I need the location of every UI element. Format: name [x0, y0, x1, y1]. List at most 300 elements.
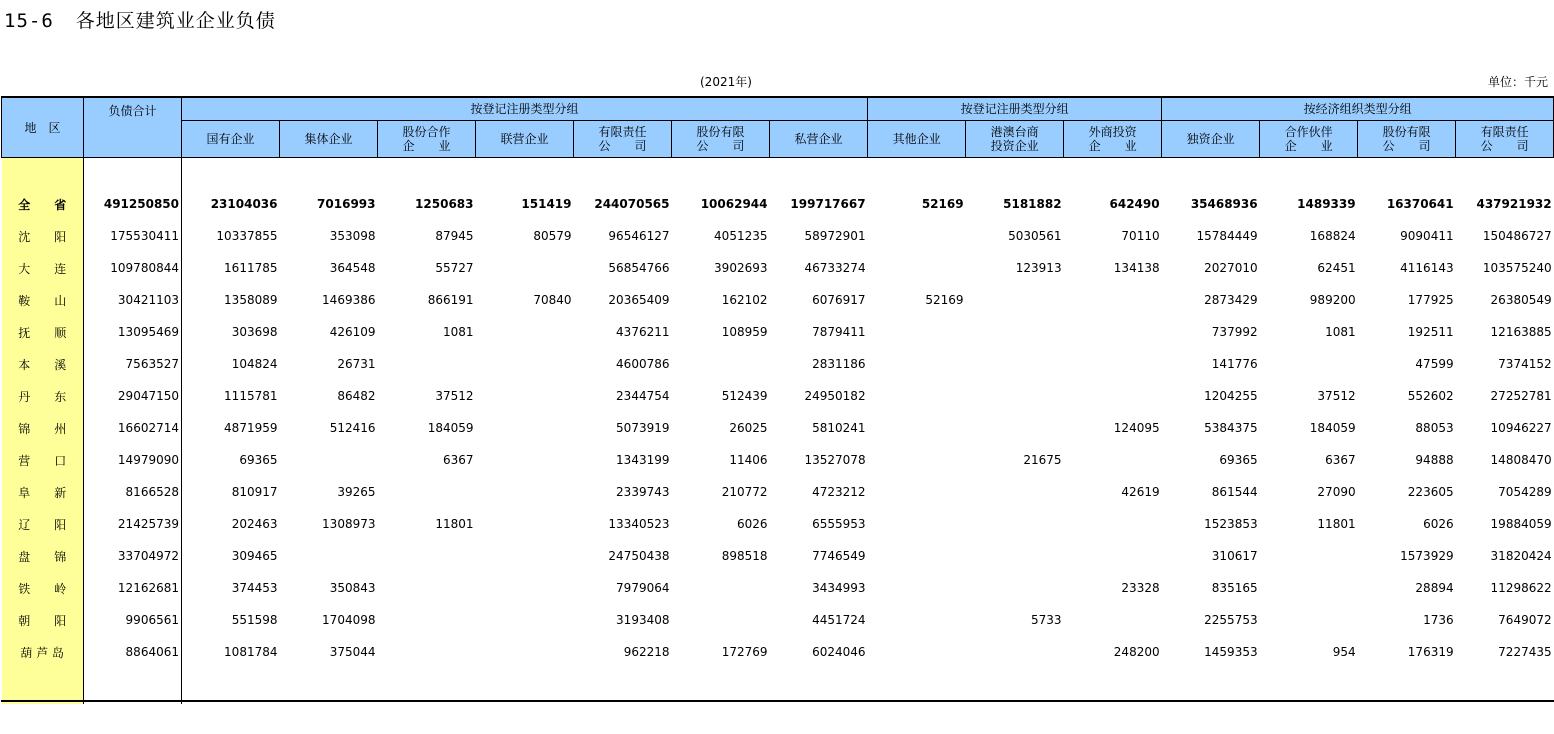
value-cell: 184059: [427, 421, 474, 435]
empty-cell: [868, 668, 966, 704]
header-col-label-line2: 企 业: [1088, 139, 1137, 153]
value-cell: 2873429: [1204, 293, 1258, 307]
value-cell: [966, 380, 1064, 412]
empty-cell: [1456, 668, 1554, 704]
value-cell: [966, 572, 1064, 604]
value-cell: 7374152: [1498, 357, 1552, 371]
table-row: [2, 508, 1554, 540]
value-cell: 11801: [1317, 517, 1356, 531]
region-name: 本 溪: [18, 357, 67, 372]
value-cell: 24750438: [608, 549, 670, 563]
header-col-9: [1064, 121, 1162, 158]
total-cell: 21425739: [84, 508, 182, 540]
empty-cell: [1162, 668, 1260, 704]
value-cell: 3902693: [714, 261, 768, 275]
region-name: 朝 阳: [18, 613, 67, 628]
value-cell: [672, 572, 770, 604]
region-name: 鞍 山: [18, 293, 67, 308]
empty-cell: [84, 668, 182, 704]
value-cell: [378, 636, 476, 668]
value-cell: 11298622: [1490, 581, 1552, 595]
value-cell: 5181882: [1003, 197, 1062, 211]
value-cell: [868, 636, 966, 668]
value-cell: 426109: [329, 325, 376, 339]
value-cell: 898518: [721, 549, 768, 563]
value-cell: 28894: [1415, 581, 1454, 595]
value-cell: [1260, 540, 1358, 572]
table-header: [2, 97, 1554, 158]
region-name: 辽 阳: [18, 517, 67, 532]
table-row: [2, 636, 1554, 668]
region-name: 抚 顺: [18, 325, 67, 340]
value-cell: [1260, 572, 1358, 604]
header-region: 地 区: [2, 97, 84, 158]
region-cell: [2, 604, 84, 636]
value-cell: 6555953: [812, 517, 866, 531]
value-cell: 1343199: [616, 453, 670, 467]
value-cell: 4600786: [616, 357, 670, 371]
value-cell: 3193408: [616, 613, 670, 627]
value-cell: 1611785: [224, 261, 278, 275]
total-cell: 16602714: [84, 412, 182, 444]
value-cell: 87945: [435, 229, 474, 243]
header-col-8: [966, 121, 1064, 158]
value-cell: [476, 348, 574, 380]
value-cell: 1573929: [1400, 549, 1454, 563]
filler-row: [2, 668, 1554, 704]
value-cell: 27252781: [1490, 389, 1552, 403]
value-cell: 104824: [231, 357, 278, 371]
value-cell: 962218: [623, 645, 670, 659]
value-cell: 7649072: [1498, 613, 1552, 627]
value-cell: 94888: [1415, 453, 1454, 467]
header-col-3: [476, 121, 574, 158]
value-cell: [868, 444, 966, 476]
header-col-label: 独资企业: [1186, 132, 1235, 146]
value-cell: [476, 444, 574, 476]
value-cell: [966, 508, 1064, 540]
value-cell: 2027010: [1204, 261, 1258, 275]
value-cell: 1459353: [1204, 645, 1258, 659]
header-col-label: 有限责任: [1480, 125, 1529, 139]
value-cell: 374453: [231, 581, 278, 595]
value-cell: [672, 348, 770, 380]
region-name: 全 省: [18, 197, 67, 212]
empty-cell: [182, 158, 280, 189]
value-cell: 642490: [1109, 197, 1160, 211]
header-col-12: [1358, 121, 1456, 158]
header-group-registration-1: 按登记注册类型分组: [182, 97, 868, 121]
value-cell: 954: [1332, 645, 1356, 659]
value-cell: 11801: [435, 517, 474, 531]
value-cell: 162102: [721, 293, 768, 307]
value-cell: [868, 220, 966, 252]
table-row: [2, 476, 1554, 508]
table-row: [2, 316, 1554, 348]
value-cell: 512439: [721, 389, 768, 403]
value-cell: [868, 604, 966, 636]
value-cell: 26731: [337, 357, 376, 371]
table-row: [2, 444, 1554, 476]
value-cell: 14808470: [1490, 453, 1552, 467]
value-cell: 52169: [925, 293, 964, 307]
value-cell: 2255753: [1204, 613, 1258, 627]
table-row: [2, 572, 1554, 604]
value-cell: 1736: [1423, 613, 1454, 627]
value-cell: 46733274: [804, 261, 866, 275]
value-cell: 5733: [1031, 613, 1062, 627]
value-cell: 4051235: [714, 229, 768, 243]
empty-cell: [966, 158, 1064, 189]
empty-cell: [574, 158, 672, 189]
table-row: [2, 284, 1554, 316]
value-cell: [1064, 444, 1162, 476]
table-row: [2, 348, 1554, 380]
value-cell: 2831186: [812, 357, 866, 371]
value-cell: 4116143: [1400, 261, 1454, 275]
header-col-label-line2: 投资企业: [990, 139, 1039, 153]
empty-cell: [2, 668, 84, 704]
total-cell: 14979090: [84, 444, 182, 476]
value-cell: 310617: [1211, 549, 1258, 563]
value-cell: 13527078: [804, 453, 866, 467]
value-cell: 202463: [231, 517, 278, 531]
value-cell: 1308973: [322, 517, 376, 531]
header-col-label: 联营企业: [500, 132, 549, 146]
value-cell: [868, 252, 966, 284]
total-cell: 8864061: [84, 636, 182, 668]
value-cell: 7227435: [1498, 645, 1552, 659]
total-cell: 491250850: [84, 188, 182, 220]
table-row: [2, 540, 1554, 572]
region-name: 盘 锦: [18, 549, 67, 564]
spacer-row: [2, 158, 1554, 189]
value-cell: [1260, 604, 1358, 636]
value-cell: 21675: [1023, 453, 1062, 467]
value-cell: 4871959: [224, 421, 278, 435]
table-title: 各地区建筑业企业负债: [75, 10, 276, 32]
value-cell: 20365409: [608, 293, 670, 307]
value-cell: 10062944: [700, 197, 768, 211]
header-col-0: [182, 121, 280, 158]
header-col-label: 合作伙伴: [1284, 125, 1333, 139]
header-col-4: [574, 121, 672, 158]
value-cell: 26380549: [1490, 293, 1552, 307]
region-name: 锦 州: [18, 421, 67, 436]
value-cell: [966, 636, 1064, 668]
empty-cell: [280, 158, 378, 189]
header-col-1: [280, 121, 378, 158]
page-title: [4, 6, 276, 33]
value-cell: [378, 476, 476, 508]
header-col-7: [868, 121, 966, 158]
value-cell: 6026: [1423, 517, 1454, 531]
value-cell: [966, 348, 1064, 380]
value-cell: 5384375: [1204, 421, 1258, 435]
empty-cell: [476, 668, 574, 704]
empty-cell: [182, 668, 280, 704]
value-cell: 989200: [1309, 293, 1356, 307]
value-cell: [868, 508, 966, 540]
value-cell: 56854766: [608, 261, 670, 275]
value-cell: 375044: [329, 645, 376, 659]
value-cell: 1704098: [322, 613, 376, 627]
total-cell: 12162681: [84, 572, 182, 604]
region-cell: [2, 252, 84, 284]
header-col-label: 股份合作: [402, 125, 451, 139]
total-cell: 7563527: [84, 348, 182, 380]
value-cell: [868, 572, 966, 604]
value-cell: 6076917: [812, 293, 866, 307]
value-cell: [868, 540, 966, 572]
value-cell: 23328: [1121, 581, 1160, 595]
value-cell: 1081784: [224, 645, 278, 659]
value-cell: 69365: [239, 453, 278, 467]
empty-cell: [1064, 158, 1162, 189]
region-name: 沈 阳: [18, 229, 67, 244]
value-cell: 5030561: [1008, 229, 1062, 243]
value-cell: [966, 476, 1064, 508]
value-cell: 176319: [1407, 645, 1454, 659]
empty-cell: [2, 158, 84, 189]
value-cell: [966, 540, 1064, 572]
value-cell: 16370641: [1386, 197, 1454, 211]
value-cell: 210772: [721, 485, 768, 499]
value-cell: 124095: [1113, 421, 1160, 435]
value-cell: [476, 604, 574, 636]
value-cell: 7979064: [616, 581, 670, 595]
value-cell: 6367: [442, 453, 474, 467]
value-cell: 70840: [533, 293, 572, 307]
header-col-label: 外商投资: [1088, 125, 1137, 139]
region-name: 阜 新: [18, 485, 67, 500]
value-cell: 58972901: [804, 229, 866, 243]
value-cell: 1081: [442, 325, 474, 339]
region-name: 丹 东: [18, 389, 67, 404]
value-cell: [378, 604, 476, 636]
empty-cell: [84, 158, 182, 189]
value-cell: [672, 604, 770, 636]
value-cell: 15784449: [1196, 229, 1258, 243]
header-col-label-line2: 公 司: [1480, 139, 1529, 153]
header-col-label-line2: 公 司: [598, 139, 647, 153]
value-cell: 37512: [435, 389, 474, 403]
empty-cell: [770, 668, 868, 704]
value-cell: [966, 316, 1064, 348]
year-label: (2021年): [700, 75, 752, 89]
header-col-11: [1260, 121, 1358, 158]
value-cell: 10946227: [1490, 421, 1552, 435]
value-cell: 37512: [1317, 389, 1356, 403]
table-row: [2, 220, 1554, 252]
value-cell: 168824: [1309, 229, 1356, 243]
value-cell: 35468936: [1190, 197, 1258, 211]
total-cell: 29047150: [84, 380, 182, 412]
value-cell: 353098: [329, 229, 376, 243]
value-cell: [280, 540, 378, 572]
region-cell: [2, 380, 84, 412]
value-cell: 3434993: [812, 581, 866, 595]
header-col-label: 国有企业: [206, 132, 255, 146]
empty-cell: [1358, 158, 1456, 189]
value-cell: [1064, 508, 1162, 540]
empty-cell: [574, 668, 672, 704]
header-col-label-line2: 企 业: [1284, 139, 1333, 153]
value-cell: 12163885: [1490, 325, 1552, 339]
header-col-label: 港澳台商: [990, 125, 1039, 139]
value-cell: [280, 444, 378, 476]
table-bottom-rule: [1, 700, 1554, 702]
value-cell: 80579: [533, 229, 572, 243]
header-group-economic: 按经济组织类型分组: [1162, 97, 1554, 121]
value-cell: 123913: [1015, 261, 1062, 275]
value-cell: [868, 380, 966, 412]
total-cell: 175530411: [84, 220, 182, 252]
value-cell: [476, 540, 574, 572]
region-cell: [2, 316, 84, 348]
value-cell: 244070565: [594, 197, 670, 211]
value-cell: 835165: [1211, 581, 1258, 595]
value-cell: [476, 508, 574, 540]
value-cell: 437921932: [1476, 197, 1552, 211]
header-total: 负债合计: [84, 97, 182, 158]
value-cell: 1250683: [415, 197, 474, 211]
region-cell: [2, 444, 84, 476]
header-col-label-line2: 公 司: [696, 139, 745, 153]
value-cell: 7054289: [1498, 485, 1552, 499]
value-cell: 19884059: [1490, 517, 1552, 531]
value-cell: 1204255: [1204, 389, 1258, 403]
value-cell: 70110: [1121, 229, 1160, 243]
header-col-label: 其他企业: [892, 132, 941, 146]
header-col-label: 集体企业: [304, 132, 353, 146]
value-cell: [476, 572, 574, 604]
value-cell: 1469386: [322, 293, 376, 307]
region-cell: [2, 284, 84, 316]
value-cell: 31820424: [1490, 549, 1552, 563]
total-cell: 9906561: [84, 604, 182, 636]
value-cell: [1064, 604, 1162, 636]
region-cell: [2, 220, 84, 252]
value-cell: 88053: [1415, 421, 1454, 435]
value-cell: 13340523: [608, 517, 670, 531]
value-cell: 1523853: [1204, 517, 1258, 531]
value-cell: 737992: [1211, 325, 1258, 339]
table-row: [2, 188, 1554, 220]
value-cell: 1358089: [224, 293, 278, 307]
value-cell: 1115781: [224, 389, 278, 403]
table-body: [2, 158, 1554, 705]
header-col-label: 股份有限: [696, 125, 745, 139]
value-cell: [476, 252, 574, 284]
value-cell: 551598: [231, 613, 278, 627]
value-cell: 11406: [729, 453, 768, 467]
value-cell: [1064, 380, 1162, 412]
value-cell: [476, 380, 574, 412]
value-cell: 199717667: [790, 197, 866, 211]
value-cell: 177925: [1407, 293, 1454, 307]
value-cell: 150486727: [1482, 229, 1552, 243]
value-cell: 27090: [1317, 485, 1356, 499]
empty-cell: [1162, 158, 1260, 189]
value-cell: 6024046: [812, 645, 866, 659]
value-cell: 24950182: [804, 389, 866, 403]
value-cell: 26025: [729, 421, 768, 435]
value-cell: 141776: [1211, 357, 1258, 371]
value-cell: [868, 348, 966, 380]
value-cell: [868, 316, 966, 348]
value-cell: 810917: [231, 485, 278, 499]
value-cell: [378, 572, 476, 604]
region-cell: [2, 188, 84, 220]
value-cell: 512416: [329, 421, 376, 435]
empty-cell: [672, 668, 770, 704]
value-cell: 86482: [337, 389, 376, 403]
value-cell: 9090411: [1400, 229, 1454, 243]
header-col-6: [770, 121, 868, 158]
region-cell: [2, 540, 84, 572]
empty-cell: [770, 158, 868, 189]
value-cell: 151419: [521, 197, 572, 211]
value-cell: 52169: [921, 197, 964, 211]
table-row: [2, 604, 1554, 636]
region-name: 营 口: [18, 453, 67, 468]
value-cell: [1064, 540, 1162, 572]
value-cell: [1260, 348, 1358, 380]
value-cell: [966, 284, 1064, 316]
table-row: [2, 380, 1554, 412]
table-number: 15-6: [4, 10, 54, 32]
value-cell: [868, 476, 966, 508]
value-cell: [378, 540, 476, 572]
value-cell: 5073919: [616, 421, 670, 435]
value-cell: 47599: [1415, 357, 1454, 371]
total-cell: 13095469: [84, 316, 182, 348]
header-col-label: 有限责任: [598, 125, 647, 139]
value-cell: 6026: [736, 517, 768, 531]
header-col-label-line2: 企 业: [402, 139, 451, 153]
region-cell: [2, 572, 84, 604]
region-name: 铁 岭: [18, 581, 67, 596]
empty-cell: [1260, 158, 1358, 189]
value-cell: 192511: [1407, 325, 1454, 339]
value-cell: [378, 348, 476, 380]
value-cell: 42619: [1121, 485, 1160, 499]
value-cell: [1064, 348, 1162, 380]
empty-cell: [1456, 158, 1554, 189]
total-cell: 109780844: [84, 252, 182, 284]
region-cell: [2, 636, 84, 668]
value-cell: 4451724: [812, 613, 866, 627]
empty-cell: [1260, 668, 1358, 704]
region-cell: [2, 508, 84, 540]
total-cell: 33704972: [84, 540, 182, 572]
value-cell: [476, 476, 574, 508]
value-cell: 7879411: [812, 325, 866, 339]
data-table-container: [1, 96, 1554, 702]
value-cell: 303698: [231, 325, 278, 339]
table-row: [2, 412, 1554, 444]
value-cell: 2339743: [616, 485, 670, 499]
value-cell: 552602: [1407, 389, 1454, 403]
total-cell: 8166528: [84, 476, 182, 508]
header-col-10: [1162, 121, 1260, 158]
value-cell: 2344754: [616, 389, 670, 403]
value-cell: 39265: [337, 485, 376, 499]
value-cell: 309465: [231, 549, 278, 563]
empty-cell: [378, 158, 476, 189]
empty-cell: [280, 668, 378, 704]
